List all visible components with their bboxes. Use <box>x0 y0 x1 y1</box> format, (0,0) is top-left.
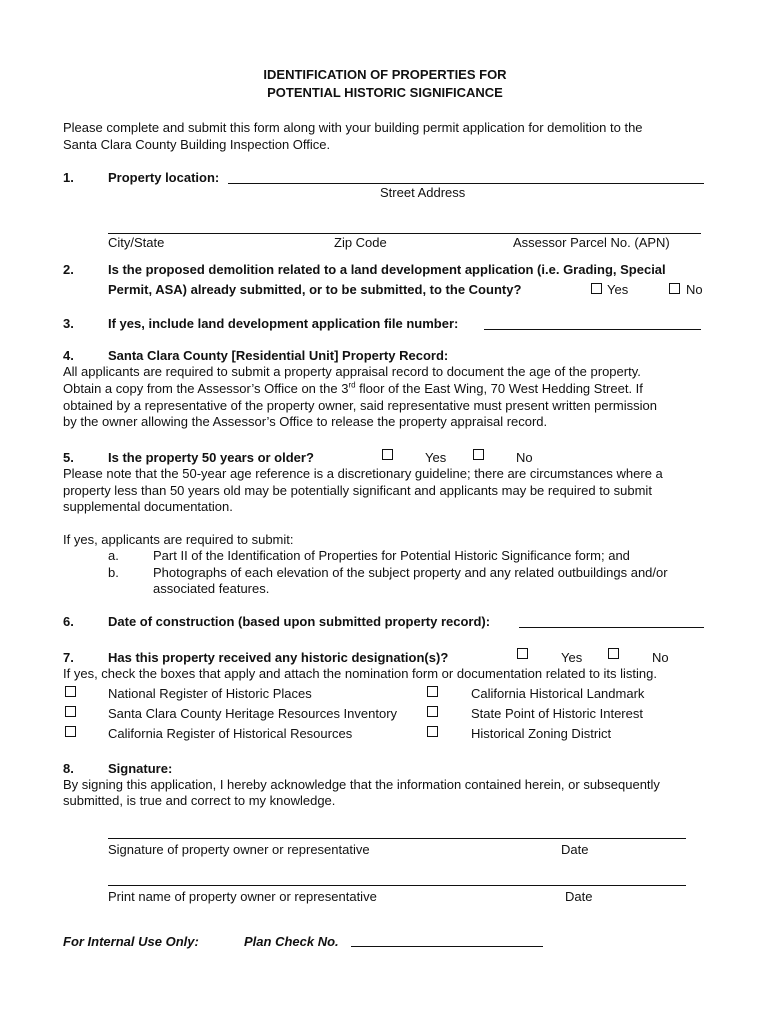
section-3-number: 3. <box>63 316 74 331</box>
section-8-number: 8. <box>63 761 74 776</box>
historical-landmark-checkbox[interactable] <box>427 686 438 697</box>
property-location-label: Property location: <box>108 170 220 185</box>
intro-line2: Santa Clara County Building Inspection Office. <box>63 137 331 152</box>
section-2-no-checkbox[interactable] <box>669 283 680 294</box>
plan-check-label: Plan Check No. <box>244 934 339 949</box>
section-5-number: 5. <box>63 450 74 465</box>
section-7-yes-checkbox[interactable] <box>517 648 528 659</box>
section-2-yes-checkbox[interactable] <box>591 283 602 294</box>
section-5-note-line3: supplemental documentation. <box>63 499 233 514</box>
section-4-number: 4. <box>63 348 74 363</box>
section-7-number: 7. <box>63 650 74 665</box>
section-7-no-label: No <box>652 650 669 665</box>
section-5-note-line1: Please note that the 50-year age reference is a discretionary guideline; there are circumstances where a <box>63 466 663 481</box>
national-register-label: National Register of Historic Places <box>108 686 312 701</box>
heritage-inventory-label: Santa Clara County Heritage Resources Inventory <box>108 706 398 721</box>
file-number-label: If yes, include land development application file number: <box>108 316 459 331</box>
form-title-line1: IDENTIFICATION OF PROPERTIES FOR <box>263 67 507 82</box>
signature-caption: Signature of property owner or representative <box>108 842 370 857</box>
signature-statement-line1: By signing this application, I hereby acknowledge that the information contained herein, or subsequently <box>63 777 660 792</box>
section-2-no-label: No <box>686 282 703 297</box>
signature-field[interactable] <box>108 838 686 839</box>
print-name-date-caption: Date <box>565 889 593 904</box>
zoning-district-checkbox[interactable] <box>427 726 438 737</box>
print-name-caption: Print name of property owner or representative <box>108 889 377 904</box>
item-a-letter: a. <box>108 548 119 563</box>
section-5-note-line2: property less than 50 years old may be potentially significant and applicants may be required to submit <box>63 483 652 498</box>
print-name-field[interactable] <box>108 885 686 886</box>
section-2-number: 2. <box>63 262 74 277</box>
section-7-instructions: If yes, check the boxes that apply and attach the nomination form or documentation related to its listing. <box>63 666 658 681</box>
section-4-line3: obtained by a representative of the property owner, said representative must present written permission <box>63 398 657 413</box>
item-b-text-line2: associated features. <box>153 581 270 596</box>
item-b-letter: b. <box>108 565 119 580</box>
street-address-caption: Street Address <box>380 185 466 200</box>
section-5-no-label: No <box>516 450 533 465</box>
section-2-yes-label: Yes <box>607 282 629 297</box>
signature-statement-line2: submitted, is true and correct to my knowledge. <box>63 793 336 808</box>
section-5-no-checkbox[interactable] <box>473 449 484 460</box>
section-5-yes-checkbox[interactable] <box>382 449 393 460</box>
city-zip-apn-field[interactable] <box>108 233 701 234</box>
internal-use-label: For Internal Use Only: <box>63 934 199 949</box>
form-title-line2: POTENTIAL HISTORIC SIGNIFICANCE <box>267 85 503 100</box>
section-2-question-line1: Is the proposed demolition related to a land development application (i.e. Grading, Special <box>108 262 666 277</box>
item-b-text-line1: Photographs of each elevation of the subject property and any related outbuildings and/or <box>153 565 668 580</box>
apn-caption: Assessor Parcel No. (APN) <box>513 235 670 250</box>
intro-line1: Please complete and submit this form along with your building permit application for demolition to the <box>63 120 643 135</box>
construction-date-label: Date of construction (based upon submitted property record): <box>108 614 491 629</box>
item-a-text: Part II of the Identification of Properties for Potential Historic Significance form; and <box>153 548 630 563</box>
section-2-question-line2: Permit, ASA) already submitted, or to be submitted, to the County? <box>108 282 522 297</box>
construction-date-field[interactable] <box>519 627 704 628</box>
city-state-caption: City/State <box>108 235 165 250</box>
national-register-checkbox[interactable] <box>65 686 76 697</box>
section-7-no-checkbox[interactable] <box>608 648 619 659</box>
property-record-heading: Santa Clara County [Residential Unit] Property Record: <box>108 348 449 363</box>
california-register-label: California Register of Historical Resources <box>108 726 353 741</box>
section-4-line2: Obtain a copy from the Assessor’s Office on the 3rd floor of the East Wing, 70 West Hedding Street. If <box>63 380 643 396</box>
historic-designation-question: Has this property received any historic designation(s)? <box>108 650 449 665</box>
section-5-if-yes: If yes, applicants are required to submit: <box>63 532 294 547</box>
fifty-years-question: Is the property 50 years or older? <box>108 450 314 465</box>
section-4-line4: by the owner allowing the Assessor’s Office to release the property appraisal record. <box>63 414 548 429</box>
historical-landmark-label: California Historical Landmark <box>471 686 645 701</box>
heritage-inventory-checkbox[interactable] <box>65 706 76 717</box>
signature-date-caption: Date <box>561 842 589 857</box>
plan-check-field[interactable] <box>351 946 543 947</box>
section-6-number: 6. <box>63 614 74 629</box>
california-register-checkbox[interactable] <box>65 726 76 737</box>
section-4-line1: All applicants are required to submit a property appraisal record to document the age of the property. <box>63 364 641 379</box>
section-1-number: 1. <box>63 170 74 185</box>
zip-code-caption: Zip Code <box>334 235 387 250</box>
section-7-yes-label: Yes <box>561 650 583 665</box>
zoning-district-label: Historical Zoning District <box>471 726 612 741</box>
file-number-field[interactable] <box>484 329 701 330</box>
property-location-field[interactable] <box>228 183 704 184</box>
signature-heading: Signature: <box>108 761 173 776</box>
point-of-interest-label: State Point of Historic Interest <box>471 706 643 721</box>
section-5-yes-label: Yes <box>425 450 447 465</box>
point-of-interest-checkbox[interactable] <box>427 706 438 717</box>
